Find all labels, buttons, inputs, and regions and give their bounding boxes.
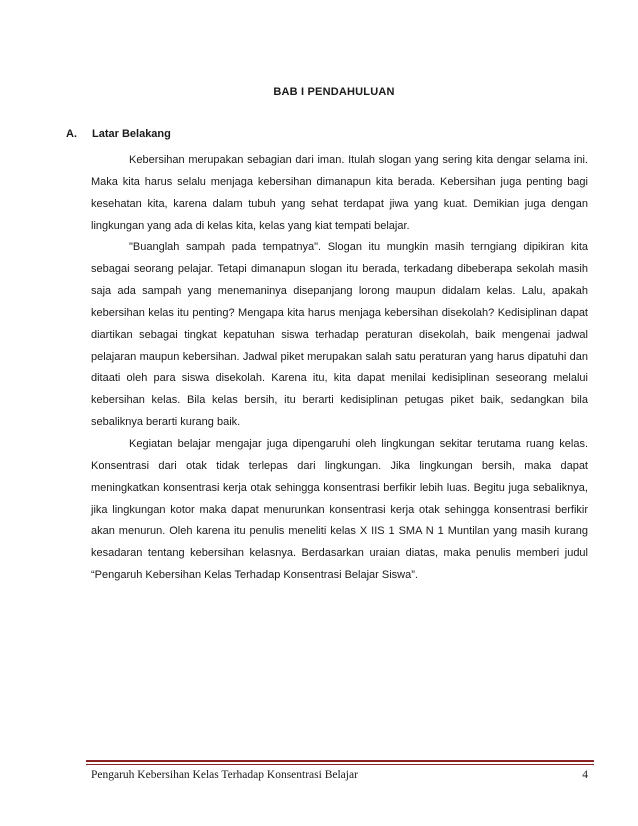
section-title: Latar Belakang xyxy=(92,128,171,140)
paragraph-3: Kegiatan belajar mengajar juga dipengaruhi oleh lingkungan sekitar terutama ruang kelas. Konsentrasi dari otak tidak terlepas dari lingkungan. Jika lingkungan bersih, maka dapat meningkatkan konsentrasi kerja otak sehingga konsentrasi berfikir lebih luas. Begitu juga sebaliknya, jika lingkungan kotor maka dapat menurunkan konsentrasi kerja otak sehingga konsentrasi berfikir akan menurun. Oleh karena itu penulis meneliti kelas X IIS 1 SMA N 1 Muntilan yang masih kurang kesadaran tentang kebersihan kelasnya. Berdasarkan uraian diatas, maka penulis memberi judul “Pengaruh Kebersihan Kelas Terhadap Konsentrasi Belajar Siswa”. xyxy=(91,437,588,582)
footer-title: Pengaruh Kebersihan Kelas Terhadap Konsentrasi Belajar xyxy=(91,769,358,781)
section-heading xyxy=(66,128,171,140)
page-number: 4 xyxy=(582,769,588,781)
section-letter: A. xyxy=(66,128,77,140)
paragraph-1: Kebersihan merupakan sebagian dari iman. Itulah slogan yang sering kita dengar selama ini. Maka kita harus selalu menjaga kebersihan dimanapun kita berada. Kebersihan juga penting bagi kesehatan kita, karena dalam tubuh yang sehat terdapat jiwa yang kuat. Demikian juga dengan lingkungan yang ada di kelas kita, kelas yang kiat tempati belajar. xyxy=(91,154,588,232)
footer-rule-thick xyxy=(86,760,594,762)
footer-rule-thin xyxy=(86,764,594,765)
chapter-title: BAB I PENDAHULUAN xyxy=(273,86,395,98)
body-text xyxy=(91,150,588,587)
paragraph-2: "Buanglah sampah pada tempatnya". Slogan itu mungkin masih terngiang dipikiran kita sebagai seorang pelajar. Tetapi dimanapun slogan itu berada, terkadang dibeberapa sekolah masih saja ada sampah yang menemaninya disepanjang lorong maupun didalam kelas. Lalu, apakah kebersihan kelas itu penting? Mengapa kita harus menjaga kebersihan disekolah? Kedisiplinan dapat diartikan sebagai tingkat kepatuhan siswa terhadap peraturan disekolah, baik mengenai jadwal pelajaran maupun kebersihan. Jadwal piket merupakan salah satu peraturan yang harus dipatuhi dan ditaati oleh para siswa disekolah. Karena itu, kita dapat menilai kedisiplinan seseorang melalui kebersihan kelas. Bila kelas bersih, itu berarti kedisiplinan petugas piket baik, sedangkan bila sebaliknya berarti kurang baik. xyxy=(91,241,588,429)
